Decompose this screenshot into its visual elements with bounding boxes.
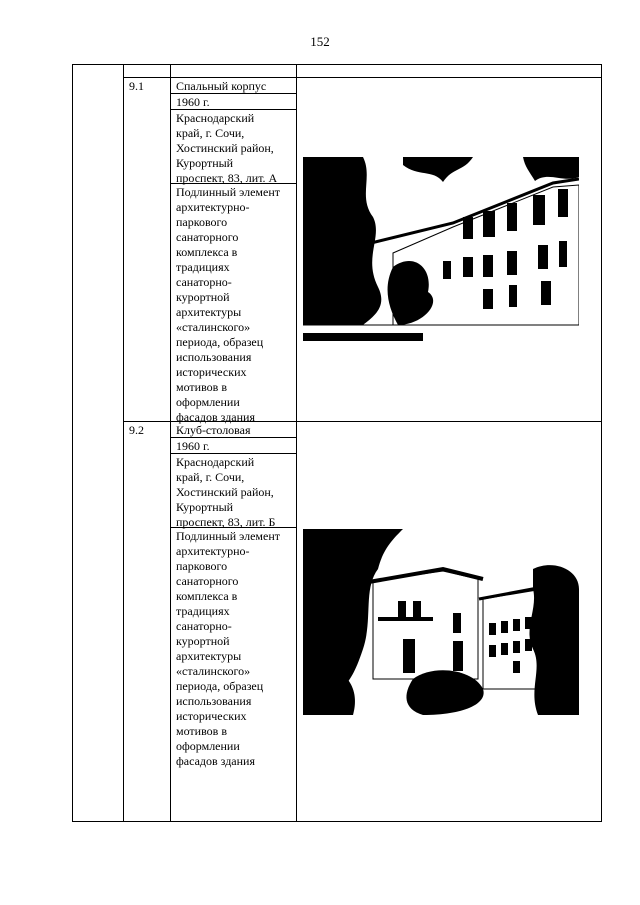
- row-number: 9.1: [129, 79, 144, 93]
- object-address: Краснодарский край, г. Сочи, Хостинский район, Курортный проспект, 83, лит. А: [176, 111, 278, 185]
- column-divider: [170, 65, 171, 821]
- building-photo: [303, 157, 579, 343]
- heritage-table: [72, 64, 602, 822]
- column-divider: [123, 65, 124, 821]
- object-description: Подлинный элемент архитектурно- паркового санаторного комплекса в традициях санаторно- курортной архитектуры «сталинского» периода, образец использования исторических мотивов в оформлении фасадов здания: [176, 529, 280, 768]
- building-photo: [303, 529, 579, 715]
- object-description: Подлинный элемент архитектурно- паркового санаторного комплекса в традициях санаторно- курортной архитектуры «сталинского» периода, образец использования исторических мотивов в оформлении фасадов здания: [176, 185, 280, 424]
- object-name: Спальный корпус: [176, 79, 267, 93]
- page-number: 152: [310, 34, 330, 49]
- object-address: Краснодарский край, г. Сочи, Хостинский район, Курортный проспект, 83, лит. Б: [176, 455, 276, 529]
- row-number: 9.2: [129, 423, 144, 437]
- object-year: 1960 г.: [176, 439, 210, 453]
- object-year: 1960 г.: [176, 95, 210, 109]
- header-divider: [123, 77, 601, 78]
- column-divider: [296, 65, 297, 821]
- object-name: Клуб-столовая: [176, 423, 251, 437]
